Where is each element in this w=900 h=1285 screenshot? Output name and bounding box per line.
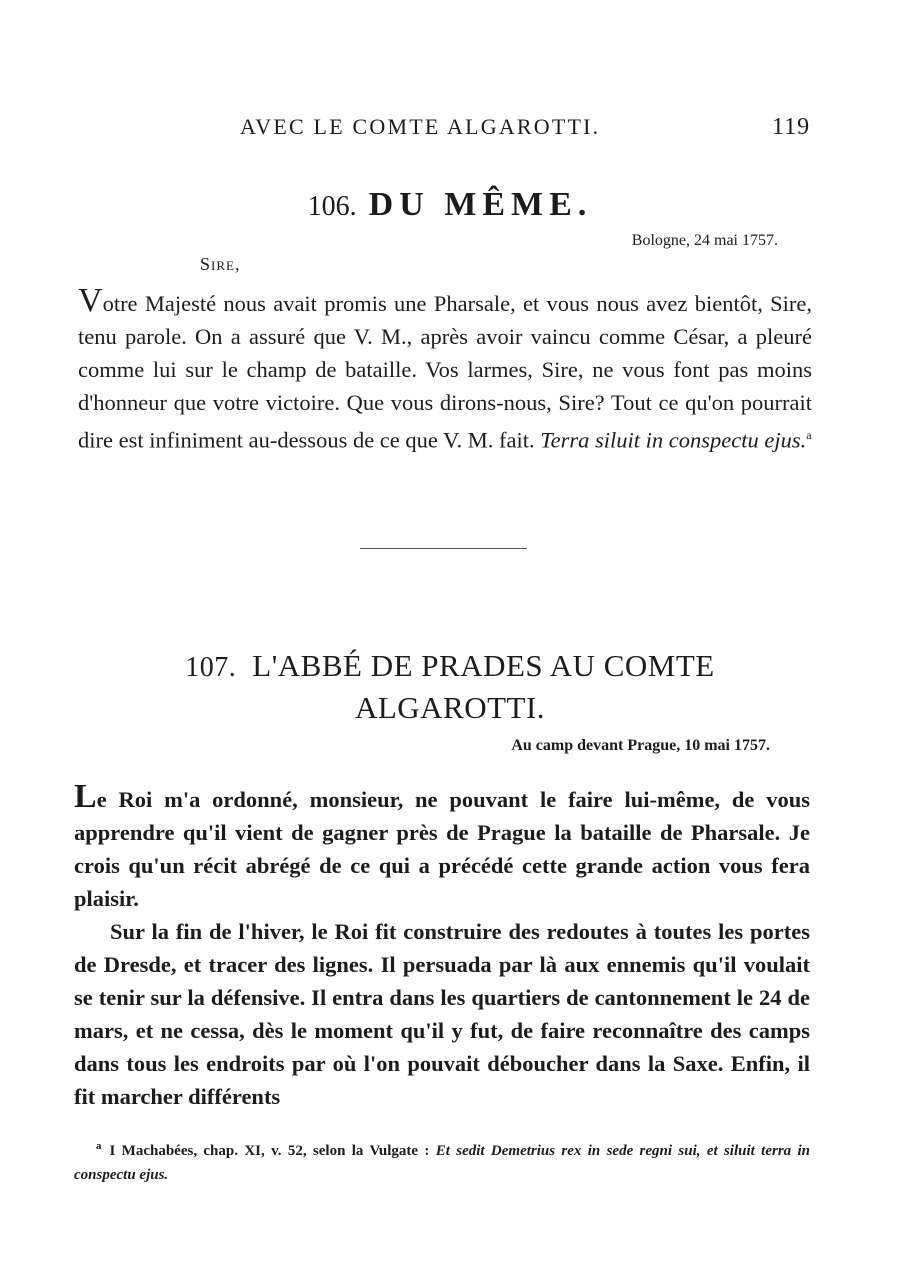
letter-106-heading: DU MÊME. xyxy=(368,186,593,223)
letter-107-title xyxy=(150,646,750,728)
letter-107-dropcap: L xyxy=(74,778,97,815)
letter-107-paragraph-1 xyxy=(74,780,810,915)
footnote-text: I Machabées, chap. XI, v. 52, selon la Vulgate : xyxy=(109,1143,436,1159)
letter-107-body xyxy=(74,780,810,1113)
section-divider xyxy=(360,548,527,549)
letter-106-dateline: Bologne, 24 mai 1757. xyxy=(631,232,778,249)
footnote-mark: a xyxy=(96,1140,102,1152)
letter-107-paragraph-1-text: e Roi m'a ordonné, monsieur, ne pouvant le faire lui-même, de vous apprendre qu'il vient de gagner près de Prague la bataille de Pharsale. Je crois qu'un récit abrégé de ce qui a précédé cette grande action vous fera plaisir. xyxy=(74,787,810,911)
page-number: 119 xyxy=(772,114,811,140)
footnote-quote: Et sedit Demetrius rex in sede regni sui, et siluit terra in conspectu ejus. xyxy=(74,1143,810,1183)
running-head: AVEC LE COMTE ALGAROTTI. xyxy=(240,114,601,139)
letter-106-body xyxy=(78,284,812,457)
letter-106-title xyxy=(0,186,900,224)
letter-106-number: 106. xyxy=(307,191,357,222)
letter-106-salutation: Sire, xyxy=(200,254,241,274)
letter-106-quote: Terra siluit in conspectu ejus. xyxy=(540,427,807,453)
letter-107-number: 107. xyxy=(185,652,237,683)
letter-107-dateline: Au camp devant Prague, 10 mai 1757. xyxy=(511,737,770,754)
footnote xyxy=(74,1134,810,1187)
letter-106-text: otre Majesté nous avait promis une Pharsale, et vous nous avez bientôt, Sire, tenu parole. On a assuré que V. M., après avoir vaincu comme César, a pleuré comme lui sur le champ de bataille. Vos larmes, Sire, ne vous font pas moins d'honneur que votre victoire. Que vous dirons-nous, Sire? Tout ce qu'on pourrait dire est infiniment au-dessous de ce que V. M. fait. xyxy=(78,291,812,453)
letter-107-paragraph-2: Sur la fin de l'hiver, le Roi fit construire des redoutes à toutes les portes de Dresde, et tracer des lignes. Il persuada par là aux ennemis qu'il voulait se tenir sur la défensive. Il entra dans les quartiers de cantonnement le 24 de mars, et ne cessa, dès le moment qu'il y fut, de faire reconnaître des camps dans tous les endroits par où l'on pouvait déboucher dans la Saxe. Enfin, il fit marcher différents xyxy=(74,919,810,1109)
footnote-reference[interactable]: a xyxy=(806,428,812,442)
letter-106-dropcap: V xyxy=(78,282,103,319)
letter-107-heading: L'ABBÉ DE PRADES AU COMTE ALGAROTTI. xyxy=(252,648,715,725)
